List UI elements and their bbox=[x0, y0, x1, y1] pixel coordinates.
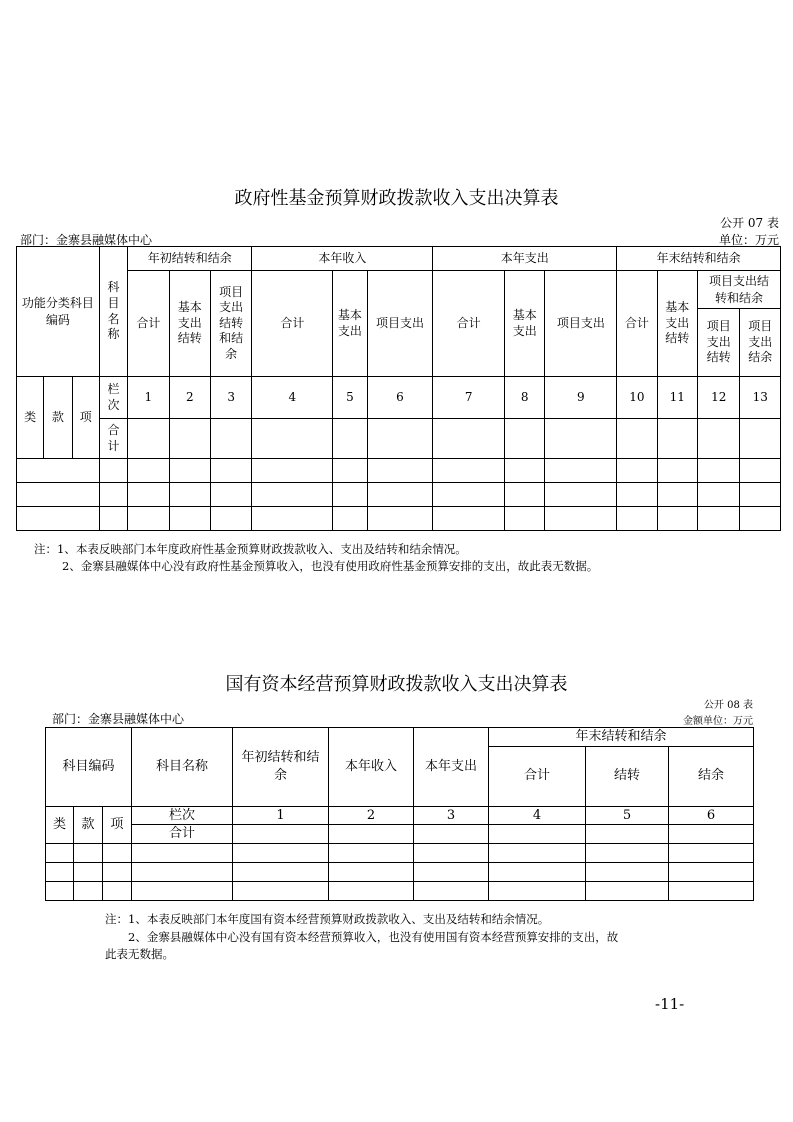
table1-unit: 单位：万元 bbox=[718, 233, 779, 247]
header-income: 本年收入 bbox=[329, 728, 414, 807]
header-section: 款 bbox=[74, 806, 103, 843]
header-end-group: 年末结转和结余 bbox=[617, 247, 781, 271]
header-end-total: 合计 bbox=[489, 746, 586, 806]
header-section: 款 bbox=[44, 377, 72, 459]
header-class: 类 bbox=[17, 377, 44, 459]
table1-code: 公开 07 表 bbox=[720, 216, 779, 230]
table-row bbox=[17, 459, 781, 483]
col-number: 3 bbox=[210, 377, 251, 419]
header-begin-project-carry-balance: 项目支出结转和结余 bbox=[210, 271, 251, 377]
table-row bbox=[46, 843, 754, 862]
row-col-no-label: 栏次 bbox=[132, 806, 233, 825]
col-number: 3 bbox=[414, 806, 489, 825]
col-number: 4 bbox=[489, 806, 586, 825]
header-func-code: 功能分类科目编码 bbox=[17, 247, 100, 377]
header-begin-group: 年初结转和结余 bbox=[128, 247, 252, 271]
table2-grid bbox=[45, 727, 754, 901]
table2-note1: 注：1、本表反映部门本年度国有资本经营预算财政拨款收入、支出及结转和结余情况。 bbox=[105, 912, 550, 926]
table-row bbox=[17, 483, 781, 507]
col-number: 10 bbox=[617, 377, 657, 419]
col-number: 1 bbox=[128, 377, 169, 419]
header-class: 类 bbox=[46, 806, 74, 843]
table2-title: 国有资本经营预算财政拨款收入支出决算表 bbox=[225, 674, 568, 695]
header-expense: 本年支出 bbox=[414, 728, 489, 807]
col-number: 6 bbox=[669, 806, 754, 825]
header-end-carry: 结转 bbox=[586, 746, 669, 806]
col-number: 13 bbox=[740, 377, 781, 419]
header-item: 项 bbox=[103, 806, 132, 843]
table2-note2a: 2、金寨县融媒体中心没有国有资本经营预算收入，也没有使用国有资本经营预算安排的支出，故 bbox=[128, 930, 619, 944]
col-number: 6 bbox=[367, 377, 433, 419]
header-end-balance: 结余 bbox=[669, 746, 754, 806]
header-income-group: 本年收入 bbox=[252, 247, 433, 271]
table1-note1: 注：1、本表反映部门本年度政府性基金预算财政拨款收入、支出及结转和结余情况。 bbox=[34, 542, 467, 556]
header-end-project-group: 项目支出结转和结余 bbox=[698, 271, 781, 309]
col-number: 1 bbox=[233, 806, 329, 825]
header-subject-code: 科目编码 bbox=[46, 728, 132, 807]
table1-title: 政府性基金预算财政拨款收入支出决算表 bbox=[234, 188, 559, 209]
header-subject-name: 科目名称 bbox=[132, 728, 233, 807]
header-subject-name: 科目名称 bbox=[99, 247, 127, 377]
col-number: 5 bbox=[586, 806, 669, 825]
header-end-group: 年末结转和结余 bbox=[489, 728, 754, 747]
header-end-project-balance: 项目支出结余 bbox=[740, 309, 781, 377]
table2-unit: 金额单位：万元 bbox=[683, 716, 753, 727]
table-row bbox=[17, 507, 781, 531]
table1-dept: 部门：金寨县融媒体中心 bbox=[20, 233, 153, 247]
col-number: 5 bbox=[333, 377, 367, 419]
header-begin: 年初结转和结余 bbox=[233, 728, 329, 807]
col-number: 4 bbox=[252, 377, 333, 419]
header-expense-project: 项目支出 bbox=[545, 271, 617, 377]
row-total-label: 合计 bbox=[99, 419, 127, 459]
table-row bbox=[46, 881, 754, 900]
header-begin-basic-carry: 基本支出结转 bbox=[169, 271, 210, 377]
col-number: 8 bbox=[505, 377, 545, 419]
header-income-total: 合计 bbox=[252, 271, 333, 377]
header-end-basic-carry: 基本支出结转 bbox=[657, 271, 697, 377]
col-number: 2 bbox=[169, 377, 210, 419]
table2-note2b: 此表无数据。 bbox=[105, 947, 174, 961]
header-expense-total: 合计 bbox=[433, 271, 505, 377]
header-item: 项 bbox=[72, 377, 99, 459]
row-col-no-label: 栏次 bbox=[99, 377, 127, 419]
header-end-total: 合计 bbox=[617, 271, 657, 377]
table2-code: 公开 08 表 bbox=[703, 700, 753, 711]
header-expense-basic: 基本支出 bbox=[505, 271, 545, 377]
table1-note2: 2、金寨县融媒体中心没有政府性基金预算收入，也没有使用政府性基金预算安排的支出，故此表无数据。 bbox=[62, 559, 599, 573]
col-number: 9 bbox=[545, 377, 617, 419]
header-end-project-carry: 项目支出结转 bbox=[698, 309, 740, 377]
header-income-project: 项目支出 bbox=[367, 271, 433, 377]
col-number: 7 bbox=[433, 377, 505, 419]
header-expense-group: 本年支出 bbox=[433, 247, 617, 271]
header-income-basic: 基本支出 bbox=[333, 271, 367, 377]
page-number: -11- bbox=[655, 995, 685, 1013]
col-number: 2 bbox=[329, 806, 414, 825]
row-total-label: 合计 bbox=[132, 825, 233, 844]
table2-dept: 部门：金寨县融媒体中心 bbox=[52, 712, 185, 726]
header-begin-total: 合计 bbox=[128, 271, 169, 377]
table-row bbox=[46, 862, 754, 881]
col-number: 12 bbox=[698, 377, 740, 419]
table1-grid bbox=[16, 246, 781, 531]
col-number: 11 bbox=[657, 377, 697, 419]
